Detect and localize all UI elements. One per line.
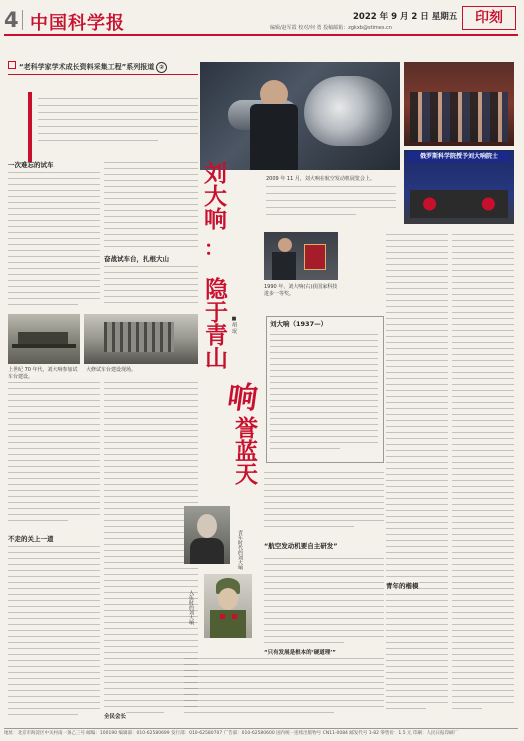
photo-engine-exhibit bbox=[200, 62, 400, 170]
text-block-left-4 bbox=[8, 380, 100, 530]
headline-separator: ： bbox=[204, 236, 224, 260]
photo-construction-1 bbox=[8, 314, 80, 364]
series-number: ② bbox=[156, 62, 167, 73]
headline-author: ■胡 珉 bbox=[231, 316, 237, 334]
series-header bbox=[8, 60, 198, 75]
series-marker-icon bbox=[8, 61, 16, 69]
headline-column-3 bbox=[231, 410, 259, 490]
photo-construction-2 bbox=[84, 314, 198, 364]
bio-text bbox=[270, 332, 378, 456]
subhead-1: 一次难忘的试车 bbox=[8, 161, 54, 169]
newspaper-name: 中国科学报 bbox=[30, 13, 125, 34]
editor-info: 编辑/赵军霞 校对/何 勇 投稿邮箱：zgkxb@stimes.cn bbox=[270, 25, 392, 31]
headline-column-1 bbox=[200, 150, 228, 240]
text-block-left-5 bbox=[8, 544, 100, 720]
photo-soldier-portrait bbox=[204, 574, 252, 638]
caption-construction-1: 上世纪 70 年代，刘大响参加试车台建设。 bbox=[8, 367, 78, 380]
text-block-mid-3 bbox=[184, 656, 384, 722]
headline-line-2: 誉蓝天 bbox=[231, 415, 258, 485]
bio-title: 刘大响（1937—） bbox=[270, 320, 328, 328]
masthead-rule bbox=[4, 34, 518, 36]
headline-line-1: 隐于青山 bbox=[201, 277, 228, 369]
lead-paragraph bbox=[28, 92, 202, 162]
issue-date: 2022 年 9 月 2 日 星期五 bbox=[353, 12, 458, 22]
caption-plaque: 1990 年，刘大响(右)获国家科技进步一等奖。 bbox=[264, 284, 338, 297]
masthead-divider bbox=[22, 10, 23, 30]
subhead-6: “只有发展是根本的‘硬道理’” bbox=[264, 650, 336, 656]
banner-text: 俄罗斯科学院授予刘大响院士 bbox=[408, 152, 510, 162]
caption-soldier-portrait: 入伍时的刘大响 bbox=[188, 590, 194, 625]
series-label: “老科学家学术成长资料采集工程”系列报道 bbox=[19, 63, 155, 71]
subhead-2: 奋战试车台，扎根大山 bbox=[104, 255, 169, 263]
caption-young-portrait: 青年时代的刘大响 bbox=[237, 530, 243, 570]
headline-name: 刘大响 bbox=[200, 160, 227, 230]
text-block-left-3 bbox=[104, 264, 198, 310]
caption-engine-block bbox=[266, 176, 398, 220]
subhead-3: 不走的关上一道 bbox=[8, 535, 54, 543]
photo-plaque bbox=[264, 232, 338, 280]
caption-engine: 2009 年 11 月，刘大响在航空发动机展览会上。 bbox=[266, 176, 375, 182]
text-block-right-1 bbox=[386, 232, 448, 722]
page-number: 4 bbox=[4, 8, 19, 32]
text-block-right-2 bbox=[452, 232, 514, 722]
text-block-left-2 bbox=[104, 160, 198, 260]
headline-big-char: 响 bbox=[225, 381, 260, 416]
section-label: 印刻 bbox=[462, 6, 516, 30]
subhead-4: “航空发动机要自主研发” bbox=[264, 542, 338, 550]
headline-column-2 bbox=[201, 268, 229, 378]
page-footer: 地址：北京市海淀区中关村南一条乙三号 邮编：100190 编辑部：010-62580699 发行部：010-62580707 广告部：010-62580600 国内统一连续出版物号 CN11-0084 邮发代号 1-82 零售价：1.5 元 印刷：人民日报印刷厂 bbox=[4, 728, 518, 739]
photo-group-event bbox=[404, 62, 514, 146]
photo-award-ceremony bbox=[404, 150, 514, 224]
text-block-mid-1 bbox=[264, 470, 384, 538]
caption-construction-2: 大修试车台建设现场。 bbox=[86, 367, 137, 373]
subhead-5: 全民会长 bbox=[104, 714, 127, 720]
text-block-left-1 bbox=[8, 170, 100, 310]
photo-young-portrait bbox=[184, 506, 230, 564]
text-block-mid-2 bbox=[264, 556, 384, 656]
subhead-7: 青年的楷模 bbox=[386, 582, 419, 590]
